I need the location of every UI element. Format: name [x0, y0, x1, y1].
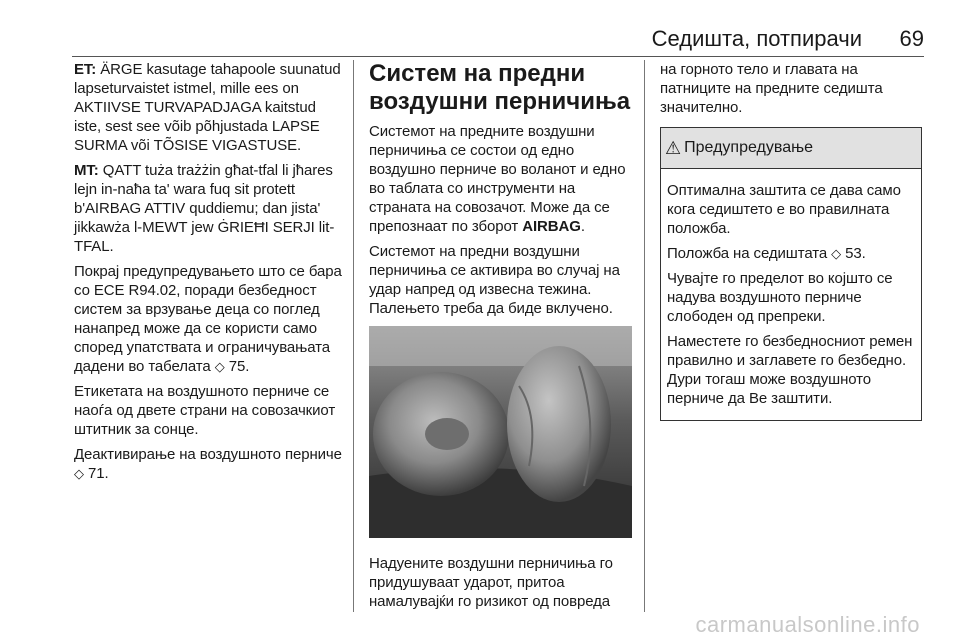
- page-reference-icon: ◇: [74, 466, 84, 481]
- estonian-warning: [74, 60, 346, 155]
- header-rule: [72, 56, 924, 57]
- page-number: 69: [899, 26, 924, 51]
- seat-position-reference[interactable]: 53.: [845, 245, 866, 262]
- warning-title: Предупредување: [684, 139, 813, 156]
- mt-text: QATT tuża trażżin għat-tfal li jħares lejn in-naħa ta' wara fuq sit protett b'AIRBAG ATTIV quddiemu; dan jista' jikkawża l-MEWT jew ĠRIEĦI SERJI lit-TFAL.: [74, 162, 335, 255]
- warning-paragraph-3: Чувајте го пределот во којшто се надува воздушното перниче слободен од препреки.: [667, 270, 893, 325]
- warning-body: [661, 169, 921, 420]
- period: .: [580, 218, 585, 235]
- airbag-photo: [369, 326, 632, 538]
- system-description-text: Системот на предните воздушни перничиња се состои од едно воздушно перниче во воланот и едно во таблата со инструменти на страната на совозачот. Може да се препознаат по зборот: [369, 123, 626, 235]
- page-reference-icon: ◇: [831, 246, 842, 261]
- warning-paragraph-4: Наместете го безбедносниот ремен правилно и заглавете го безбедно. Дури тогаш може воздушното перниче да Ве заштити.: [667, 333, 913, 407]
- section-heading: Систем на предни воздушни перничиња: [369, 60, 631, 115]
- et-text: ÄRGE kasutage tahapoole suunatud lapseturvaistet istmel, mille ees on AKTIIVSE TURVAPADJAGA kaitstud iste, sest see võib põhjustada LAPSE SURMA või TÕSISE VIGASTUSE.: [74, 61, 341, 154]
- system-description: [369, 122, 634, 236]
- watermark: carmanualsonline.info: [695, 612, 920, 637]
- label-location-paragraph: Етикетата на воздушното перниче се наоѓа од двете страни на совозачкиот штитник за сонце.: [74, 383, 336, 438]
- warning-triangle-icon: ⚠: [665, 137, 682, 158]
- et-label: ET:: [74, 61, 97, 78]
- ece-reference[interactable]: 75.: [228, 358, 250, 375]
- airbag-word: AIRBAG: [522, 218, 581, 235]
- maltese-warning: [74, 161, 346, 256]
- deactivation-reference[interactable]: 71.: [87, 465, 109, 482]
- warning-paragraph-1: Оптимална заштита се дава само кога седиштето е во правилната положба.: [667, 182, 901, 237]
- warning-paragraph-2: [667, 244, 915, 263]
- page-header: [72, 26, 924, 52]
- deactivation-text: Деактивирање на воздушното перниче: [74, 446, 342, 463]
- column-left: [74, 60, 346, 489]
- seat-position-text: Положба на седиштата: [667, 245, 828, 262]
- activation-paragraph: Системот на предни воздушни перничиња се активира во случај на удар напред од извесна тежина. Палењето треба да биде вклучено.: [369, 243, 620, 317]
- warning-header: [661, 128, 921, 169]
- column-divider-1: [353, 60, 354, 612]
- airbag-illustration: [369, 326, 632, 538]
- section-title: Седишта, потпирачи: [651, 26, 862, 51]
- ece-text: Покрај предупредувањето што се бара со ECE R94.02, поради безбедност систем за врзување деца со поглед нанапред може да се користи само според упатствата и ограничувањата дадени во табелата: [74, 263, 342, 375]
- ece-paragraph: [74, 262, 346, 376]
- page-reference-icon: ◇: [214, 359, 225, 374]
- photo-caption: Надуените воздушни перничиња го придушуваат ударот, притоа намалувајќи го ризикот од повреда: [369, 555, 613, 610]
- column-divider-2: [644, 60, 645, 612]
- deactivation-paragraph: [74, 445, 346, 483]
- mt-label: MT:: [74, 162, 99, 179]
- column-right: [660, 60, 925, 421]
- warning-box: [660, 127, 922, 421]
- caption-continuation: на горното тело и главата на патниците на предните седишта значително.: [660, 61, 883, 116]
- column-middle: [369, 60, 634, 617]
